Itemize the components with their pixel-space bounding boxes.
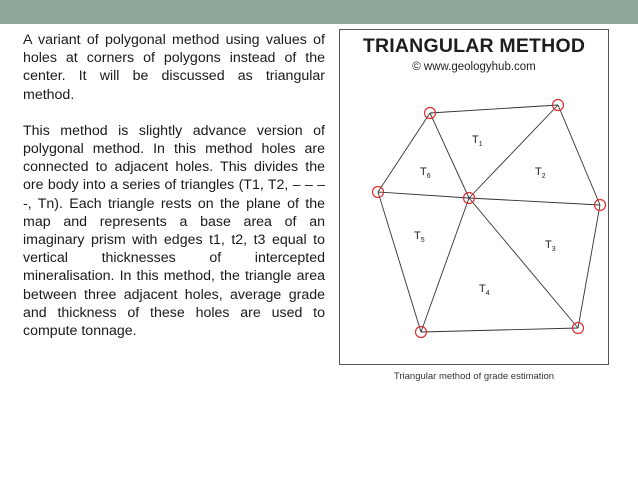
edge	[430, 105, 558, 113]
triangle-label-t1: $T_1$	[472, 134, 483, 148]
triangle-label-t2: $T_2$	[535, 166, 546, 180]
triangle-label-t3: $T_3$	[545, 239, 556, 253]
triangle-label-t5: $T_5$	[414, 230, 425, 244]
edge	[378, 113, 430, 192]
triangular-method-figure	[339, 29, 609, 365]
edge	[421, 328, 578, 332]
triangle-edges	[378, 105, 600, 332]
paragraph-method: This method is slightly advance version of polygonal method. In this method holes are connected to adjacent holes. This divides the ore body into a series of triangles (T1, T2, – – – -, Tn). Each triangle rests on the plane of the map and represents a base area of an imaginary prism with edges t1, t2, t3 equal to vertical thicknesses of intercepted mineralisation. In this method, the triangle area between three adjacent holes, average grade and thickness of these holes are used to compute tonnage.	[23, 122, 325, 340]
triangle-diagram	[340, 30, 610, 366]
edge	[469, 198, 600, 205]
figure-title: TRIANGULAR METHOD	[362, 35, 586, 57]
triangle-label-t4: $T_4$	[479, 283, 490, 297]
edge	[378, 192, 421, 332]
triangle-labels	[414, 134, 556, 297]
figure-caption: Triangular method of grade estimation	[393, 371, 555, 382]
edge	[469, 105, 558, 198]
paragraph-intro: A variant of polygonal method using values of holes at corners of polygons instead of the center. It will be discussed as triangular method.	[23, 32, 325, 103]
edge	[558, 105, 600, 205]
top-bar	[0, 0, 638, 24]
triangle-label-t6: $T_6$	[420, 166, 431, 180]
edge	[378, 192, 469, 198]
edge	[578, 205, 600, 328]
edge	[469, 198, 578, 328]
body-text	[23, 31, 325, 340]
edge	[430, 113, 469, 198]
edge	[421, 198, 469, 332]
figure-credit: © www.geologyhub.com	[412, 61, 536, 73]
